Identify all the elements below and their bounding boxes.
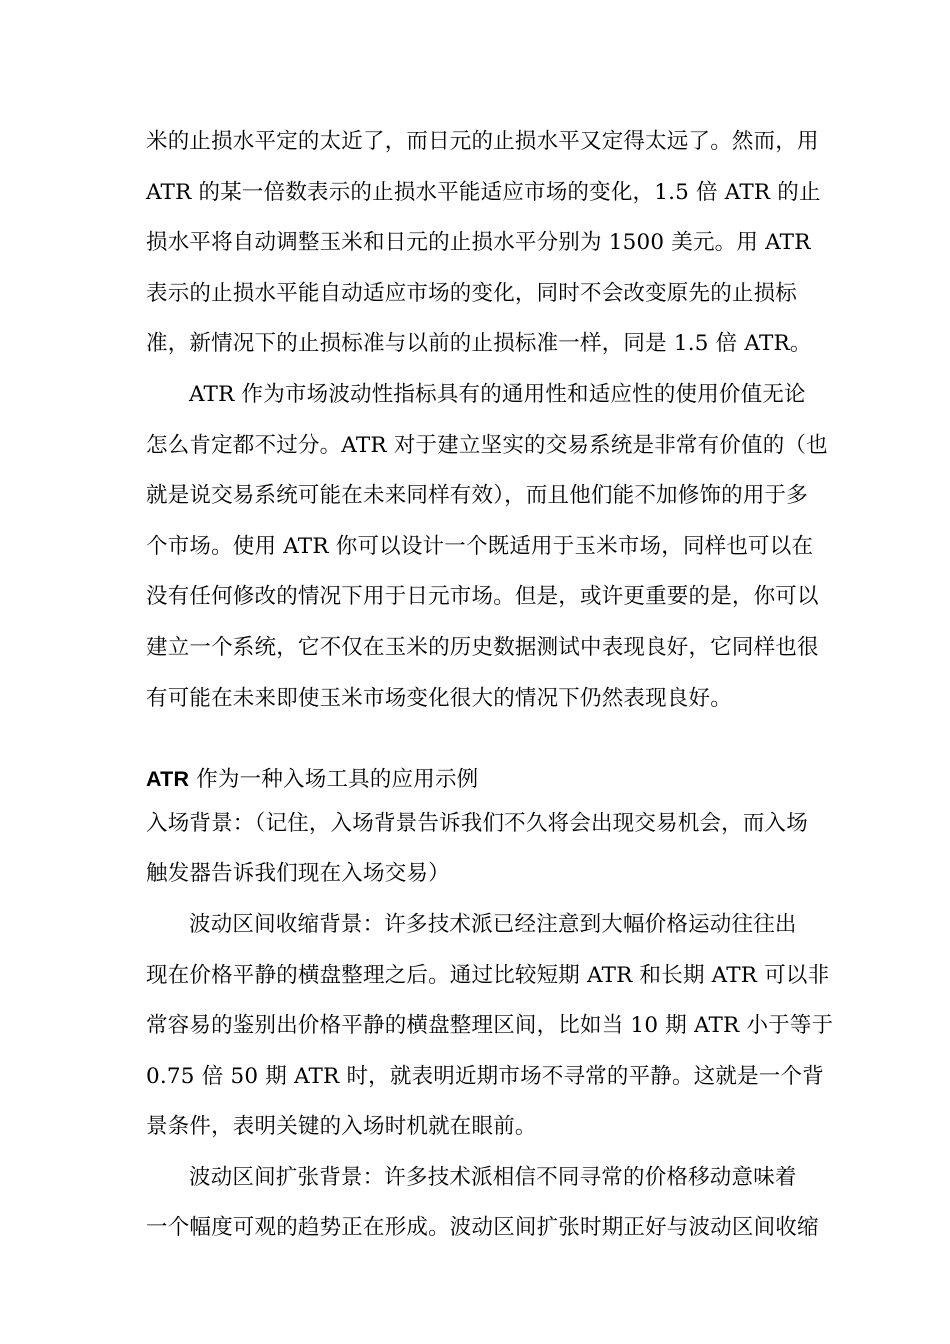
- text-line: 波动区间收缩背景：许多技术派已经注意到大幅价格运动往往出: [189, 911, 797, 937]
- paragraph-volatility-expansion: [146, 1153, 819, 1254]
- paragraph-stop-loss-continuation: [146, 117, 821, 370]
- paragraph-volatility-contraction: [146, 900, 834, 1153]
- text-line: 常容易的鉴别出价格平静的横盘整理区间，比如当 10 期 ATR 小于等于: [146, 1013, 834, 1039]
- document-page: [146, 117, 834, 1254]
- text-line: ATR 作为市场波动性指标具有的通用性和适应性的使用价值无论: [189, 381, 806, 407]
- text-line: 入场背景：（记住，入场背景告诉我们不久将会出现交易机会，而入场: [146, 810, 808, 836]
- text-line: 米的止损水平定的太近了，而日元的止损水平又定得太远了。然而，用: [146, 129, 819, 154]
- text-line: 表示的止损水平能自动适应市场的变化，同时不会改变原先的止损标: [146, 280, 798, 306]
- text-line: 触发器告诉我们现在入场交易）: [146, 861, 450, 887]
- text-line: 准，新情况下的止损标准与以前的止损标准一样，同是 1.5 倍 ATR。: [146, 331, 812, 357]
- text-line: 怎么肯定都不过分。ATR 对于建立坚实的交易系统是非常有价值的（也: [146, 432, 828, 458]
- section-heading: [146, 754, 806, 805]
- text-line: 损水平将自动调整玉米和日元的止损水平分别为 1500 美元。用 ATR: [146, 230, 811, 256]
- text-line: 现在价格平静的横盘整理之后。通过比较短期 ATR 和长期 ATR 可以非: [146, 962, 830, 988]
- text-line: 0.75 倍 50 期 ATR 时，就表明近期市场不寻常的平静。这就是一个背: [146, 1063, 824, 1089]
- text-line: 没有任何修改的情况下用于日元市场。但是，或许更重要的是，你可以: [146, 584, 819, 610]
- text-line: 景条件，表明关键的入场时机就在眼前。: [146, 1114, 537, 1140]
- text-line: 有可能在未来即使玉米市场变化很大的情况下仍然表现良好。: [146, 685, 732, 711]
- text-line: 建立一个系统，它不仅在玉米的历史数据测试中表现良好，它同样也很: [146, 634, 819, 660]
- text-line: 就是说交易系统可能在未来同样有效），而且他们能不加修饰的用于多: [146, 483, 808, 509]
- text-line: 波动区间扩张背景：许多技术派相信不同寻常的价格移动意味着: [189, 1164, 797, 1190]
- text-line: 个市场。使用 ATR 你可以设计一个既适用于玉米市场，同样也可以在: [146, 533, 814, 559]
- paragraph-entry-background: [146, 799, 806, 900]
- heading-text: 作为一种入场工具的应用示例: [189, 767, 479, 793]
- heading-acronym: ATR: [146, 767, 190, 792]
- text-line: 一个幅度可观的趋势正在形成。波动区间扩张时期正好与波动区间收缩: [146, 1215, 819, 1241]
- paragraph-atr-value: [146, 370, 828, 724]
- text-line: ATR 的某一倍数表示的止损水平能适应市场的变化，1.5 倍 ATR 的止: [146, 179, 821, 205]
